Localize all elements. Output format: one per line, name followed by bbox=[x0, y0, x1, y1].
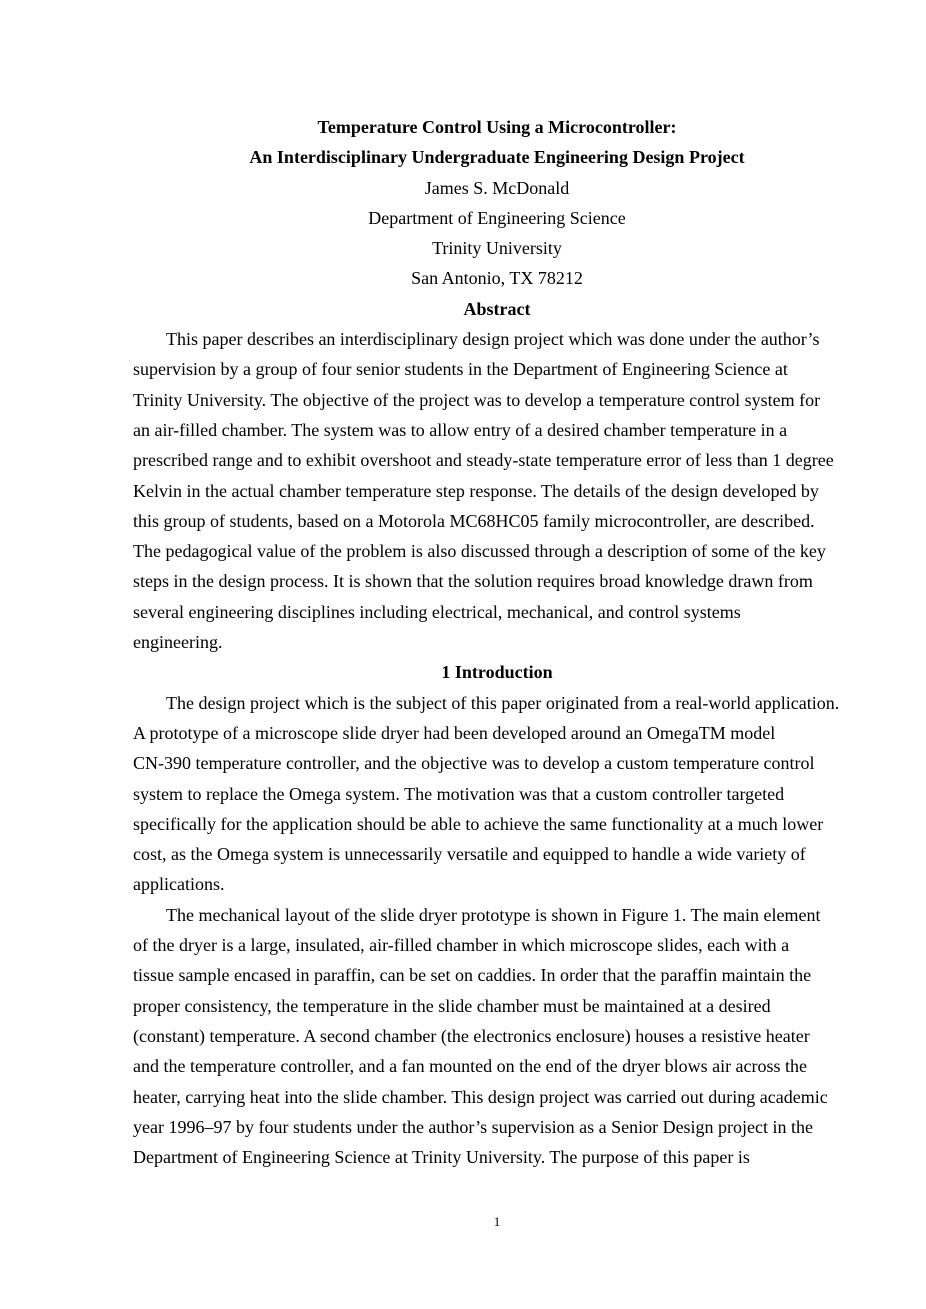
intro-line: applications. bbox=[133, 874, 225, 895]
abstract-paragraph bbox=[133, 324, 873, 657]
intro-line: tissue sample encased in paraffin, can be set on caddies. In order that the paraffin maintain the bbox=[133, 965, 812, 986]
intro-line: system to replace the Omega system. The motivation was that a custom controller targeted bbox=[133, 783, 785, 804]
abstract-line: Trinity University. The objective of the project was to develop a temperature control system for bbox=[133, 389, 821, 410]
abstract-line: supervision by a group of four senior students in the Department of Engineering Science at bbox=[133, 359, 788, 380]
abstract-line: prescribed range and to exhibit overshoot and steady-state temperature error of less than 1 degree bbox=[133, 450, 834, 471]
author-location: San Antonio, TX 78212 bbox=[411, 268, 583, 289]
intro-line: A prototype of a microscope slide dryer had been developed around an OmegaTM model bbox=[133, 722, 776, 743]
abstract-heading: Abstract bbox=[463, 298, 531, 319]
introduction-heading: 1 Introduction bbox=[441, 662, 553, 683]
page-content bbox=[133, 112, 873, 1172]
intro-line: of the dryer is a large, insulated, air-filled chamber in which microscope slides, each with a bbox=[133, 935, 790, 956]
abstract-line: this group of students, based on a Motorola MC68HC05 family microcontroller, are described. bbox=[133, 510, 815, 531]
intro-line: and the temperature controller, and a fan mounted on the end of the dryer blows air across the bbox=[133, 1056, 808, 1077]
abstract-line: steps in the design process. It is shown that the solution requires broad knowledge drawn from bbox=[133, 571, 813, 592]
title-block bbox=[133, 112, 861, 324]
intro-line: Department of Engineering Science at Trinity University. The purpose of this paper is bbox=[133, 1147, 750, 1168]
intro-line: CN-390 temperature controller, and the objective was to develop a custom temperature control bbox=[133, 753, 815, 774]
intro-line: specifically for the application should be able to achieve the same functionality at a much lower bbox=[133, 813, 824, 834]
author-university: Trinity University bbox=[432, 238, 562, 259]
abstract-line: engineering. bbox=[133, 632, 223, 653]
paper-title-line-2: An Interdisciplinary Undergraduate Engineering Design Project bbox=[249, 147, 745, 168]
abstract-line: The pedagogical value of the problem is also discussed through a description of some of the key bbox=[133, 541, 826, 562]
page-number: 1 bbox=[493, 1214, 501, 1229]
introduction-paragraph-2 bbox=[133, 900, 873, 1173]
abstract-line: several engineering disciplines including electrical, mechanical, and control systems bbox=[133, 601, 741, 622]
intro-line: cost, as the Omega system is unnecessarily versatile and equipped to handle a wide variety of bbox=[133, 844, 806, 865]
author-department: Department of Engineering Science bbox=[368, 207, 626, 228]
abstract-line: This paper describes an interdisciplinary design project which was done under the author’s bbox=[166, 329, 820, 350]
intro-line: heater, carrying heat into the slide chamber. This design project was carried out during academic bbox=[133, 1086, 828, 1107]
abstract-line: Kelvin in the actual chamber temperature step response. The details of the design developed by bbox=[133, 480, 819, 501]
paper-title-line-1: Temperature Control Using a Microcontroller: bbox=[317, 117, 677, 137]
author-name: James S. McDonald bbox=[424, 177, 570, 198]
abstract-line: an air-filled chamber. The system was to allow entry of a desired chamber temperature in a bbox=[133, 419, 788, 440]
intro-line: year 1996–97 by four students under the author’s supervision as a Senior Design project in the bbox=[133, 1116, 814, 1137]
intro-line: The design project which is the subject of this paper originated from a real-world application. bbox=[166, 692, 840, 713]
intro-line: (constant) temperature. A second chamber (the electronics enclosure) houses a resistive heater bbox=[133, 1025, 810, 1046]
intro-line: proper consistency, the temperature in the slide chamber must be maintained at a desired bbox=[133, 995, 771, 1016]
introduction-paragraph-1 bbox=[133, 688, 873, 900]
intro-line: The mechanical layout of the slide dryer prototype is shown in Figure 1. The main element bbox=[166, 904, 821, 925]
